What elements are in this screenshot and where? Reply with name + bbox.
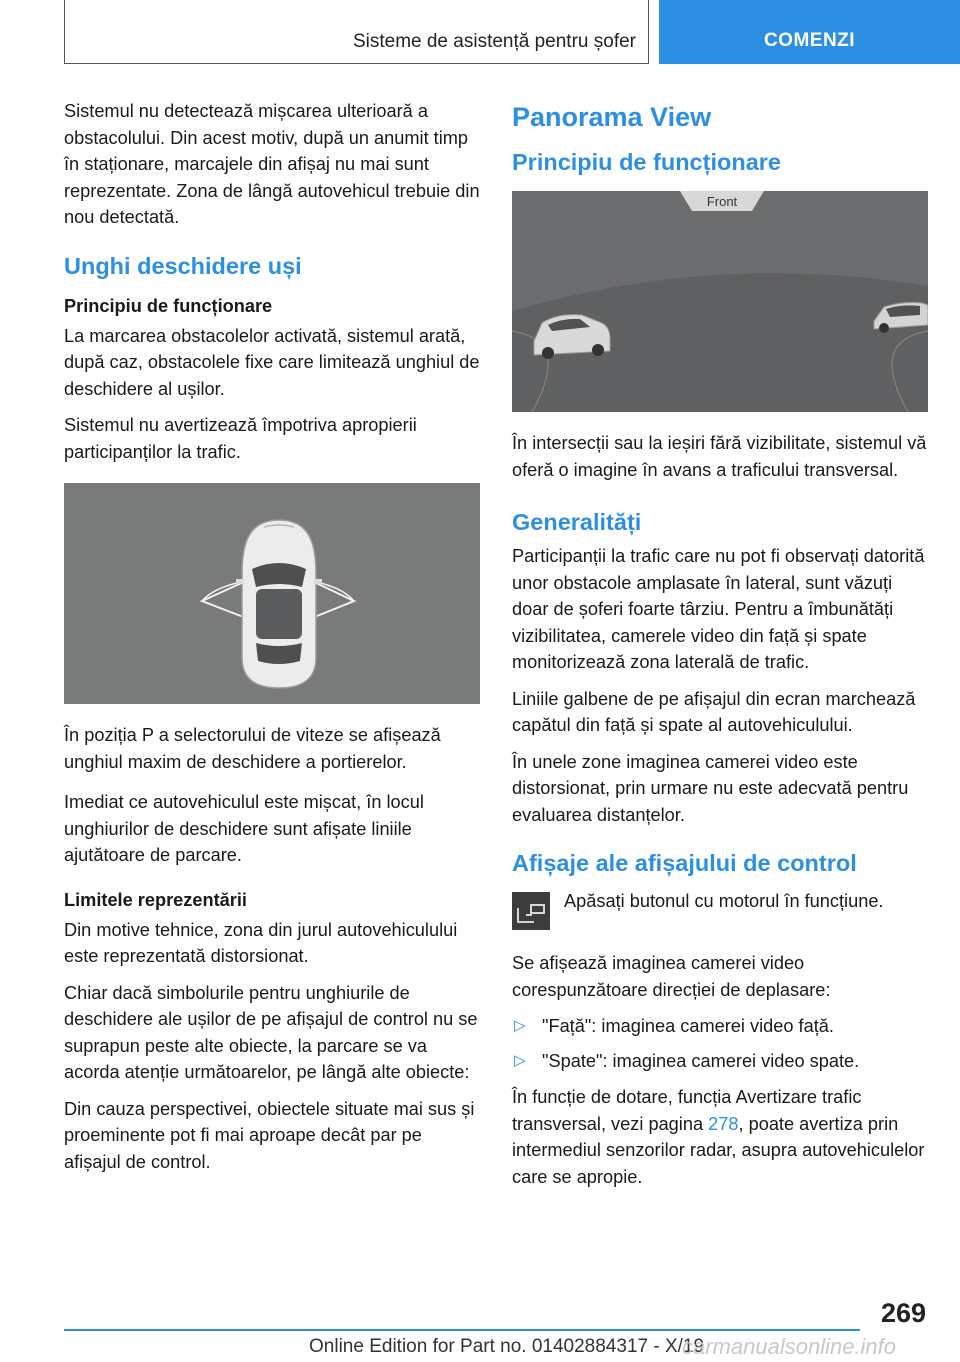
header-tab-comenzi[interactable] — [659, 0, 960, 64]
heading-panorama-view: Panorama View — [512, 102, 712, 132]
subheading-principle: Principiu de funcționare — [64, 295, 273, 316]
heading-door-angle: Unghi deschidere uși — [64, 252, 302, 279]
button-instruction: Apăsați butonul cu motorul în funcțiune. — [564, 891, 884, 911]
front-label: Front — [706, 194, 738, 209]
subheading-limits: Limitele reprezentării — [64, 889, 247, 910]
cross-traffic-text-b: , poate avertiza prin intermediul senzorilor radar, asupra autovehiculelor care se apropie. — [512, 1113, 925, 1187]
door-angle-figure — [64, 483, 480, 704]
paragraph: Se afișează imaginea camerei video corespunzătoare direcției de deplasare: — [512, 953, 831, 1000]
list-item-text: "Față": imaginea camerei video față. — [542, 1016, 834, 1036]
header-tab-label: COMENZI — [763, 30, 856, 51]
paragraph: În intersecții sau la ieșiri fără vizibilitate, sistemul vă oferă o imagine în avans a traficului transversal. — [512, 433, 927, 480]
car-top-view-illustration — [64, 483, 480, 704]
paragraph: În unele zone imaginea camerei video este distorsionat, prin urmare nu este adecvată pentru evaluarea distanțelor. — [512, 751, 909, 825]
paragraph: Sistemul nu detectează mișcarea ulterioară a obstacolului. Din acest motiv, după un anumit timp în staționare, marcajele din afișaj nu mai sunt reprezentate. Zona de lângă autovehicul trebuie din nou detectată. — [64, 101, 480, 227]
paragraph: La marcarea obstacolelor activată, sistemul arată, după caz, obstacolele fixe care limitează unghiul de deschidere al ușilor. — [64, 325, 480, 399]
heading-general: Generalități — [512, 509, 642, 535]
paragraph-cross-traffic — [512, 1084, 928, 1190]
paragraph: Liniile galbene de pe afișajul din ecran marchează capătul din față și spate al autovehiculului. — [512, 688, 916, 735]
watermark: carmanualsonline.info — [682, 1334, 897, 1359]
paragraph: Din motive tehnice, zona din jurul autovehiculului este reprezentată distorsionat. — [64, 919, 458, 966]
camera-direction-list — [512, 1013, 928, 1074]
camera-button-row — [512, 888, 928, 930]
panorama-view-figure — [512, 191, 928, 412]
heading-principle: Principiu de funcționare — [512, 149, 781, 175]
page-link-278[interactable]: 278 — [708, 1113, 739, 1134]
heading-control-display: Afișaje ale afișajului de control — [512, 850, 857, 876]
paragraph: Chiar dacă simbolurile pentru unghiurile de deschidere ale ușilor de pe afișajul de control nu se suprapun peste alte obiecte, la parcare se va acorda atenție următoarelor, pe lângă alte obiecte: — [64, 982, 478, 1082]
paragraph: În poziția P a selectorului de viteze se afișează unghiul maxim de deschidere a portierelor. — [64, 725, 441, 772]
paragraph: Imediat ce autovehiculul este mișcat, în locul unghiurilor de deschidere sunt afișate liniile ajutătoare de parcare. — [64, 792, 424, 865]
triangle-bullet-icon: ▷ — [514, 1051, 526, 1069]
header-section-title: Sisteme de asistență pentru șofer — [352, 31, 636, 52]
list-item — [512, 1048, 928, 1075]
footer-edition: Online Edition for Part no. 01402884317 - X/19 — [309, 1336, 705, 1357]
page-number: 269 — [880, 1298, 926, 1328]
triangle-bullet-icon: ▷ — [514, 1017, 526, 1034]
camera-button-icon[interactable] — [512, 892, 550, 930]
paragraph: Din cauza perspectivei, obiectele situate mai sus și proeminente pot fi mai aproape decât par pe afișajul de control. — [64, 1098, 475, 1172]
cross-traffic-text-a: În funcție de dotare, funcția Avertizare trafic transversal, vezi pagina — [512, 1087, 862, 1134]
paragraph: Participanții la trafic care nu pot fi observați datorită unor obstacole amplasate în lateral, sunt văzuți doar de șoferi foarte târziu. Pentru a îmbunătăți vizibilitatea, camerele video din față și spate monitorizează zona laterală de trafic. — [512, 546, 925, 672]
camera-icon — [512, 892, 550, 930]
footer-divider — [64, 1329, 860, 1331]
right-column — [512, 101, 928, 1200]
panorama-camera-illustration — [512, 191, 928, 412]
paragraph: Sistemul nu avertizează împotriva apropierii participanților la trafic. — [64, 415, 417, 462]
list-item — [512, 1013, 928, 1040]
list-item-text: "Spate": imaginea camerei video spate. — [542, 1050, 860, 1071]
header-section-box — [64, 0, 649, 64]
left-column — [64, 98, 480, 1185]
